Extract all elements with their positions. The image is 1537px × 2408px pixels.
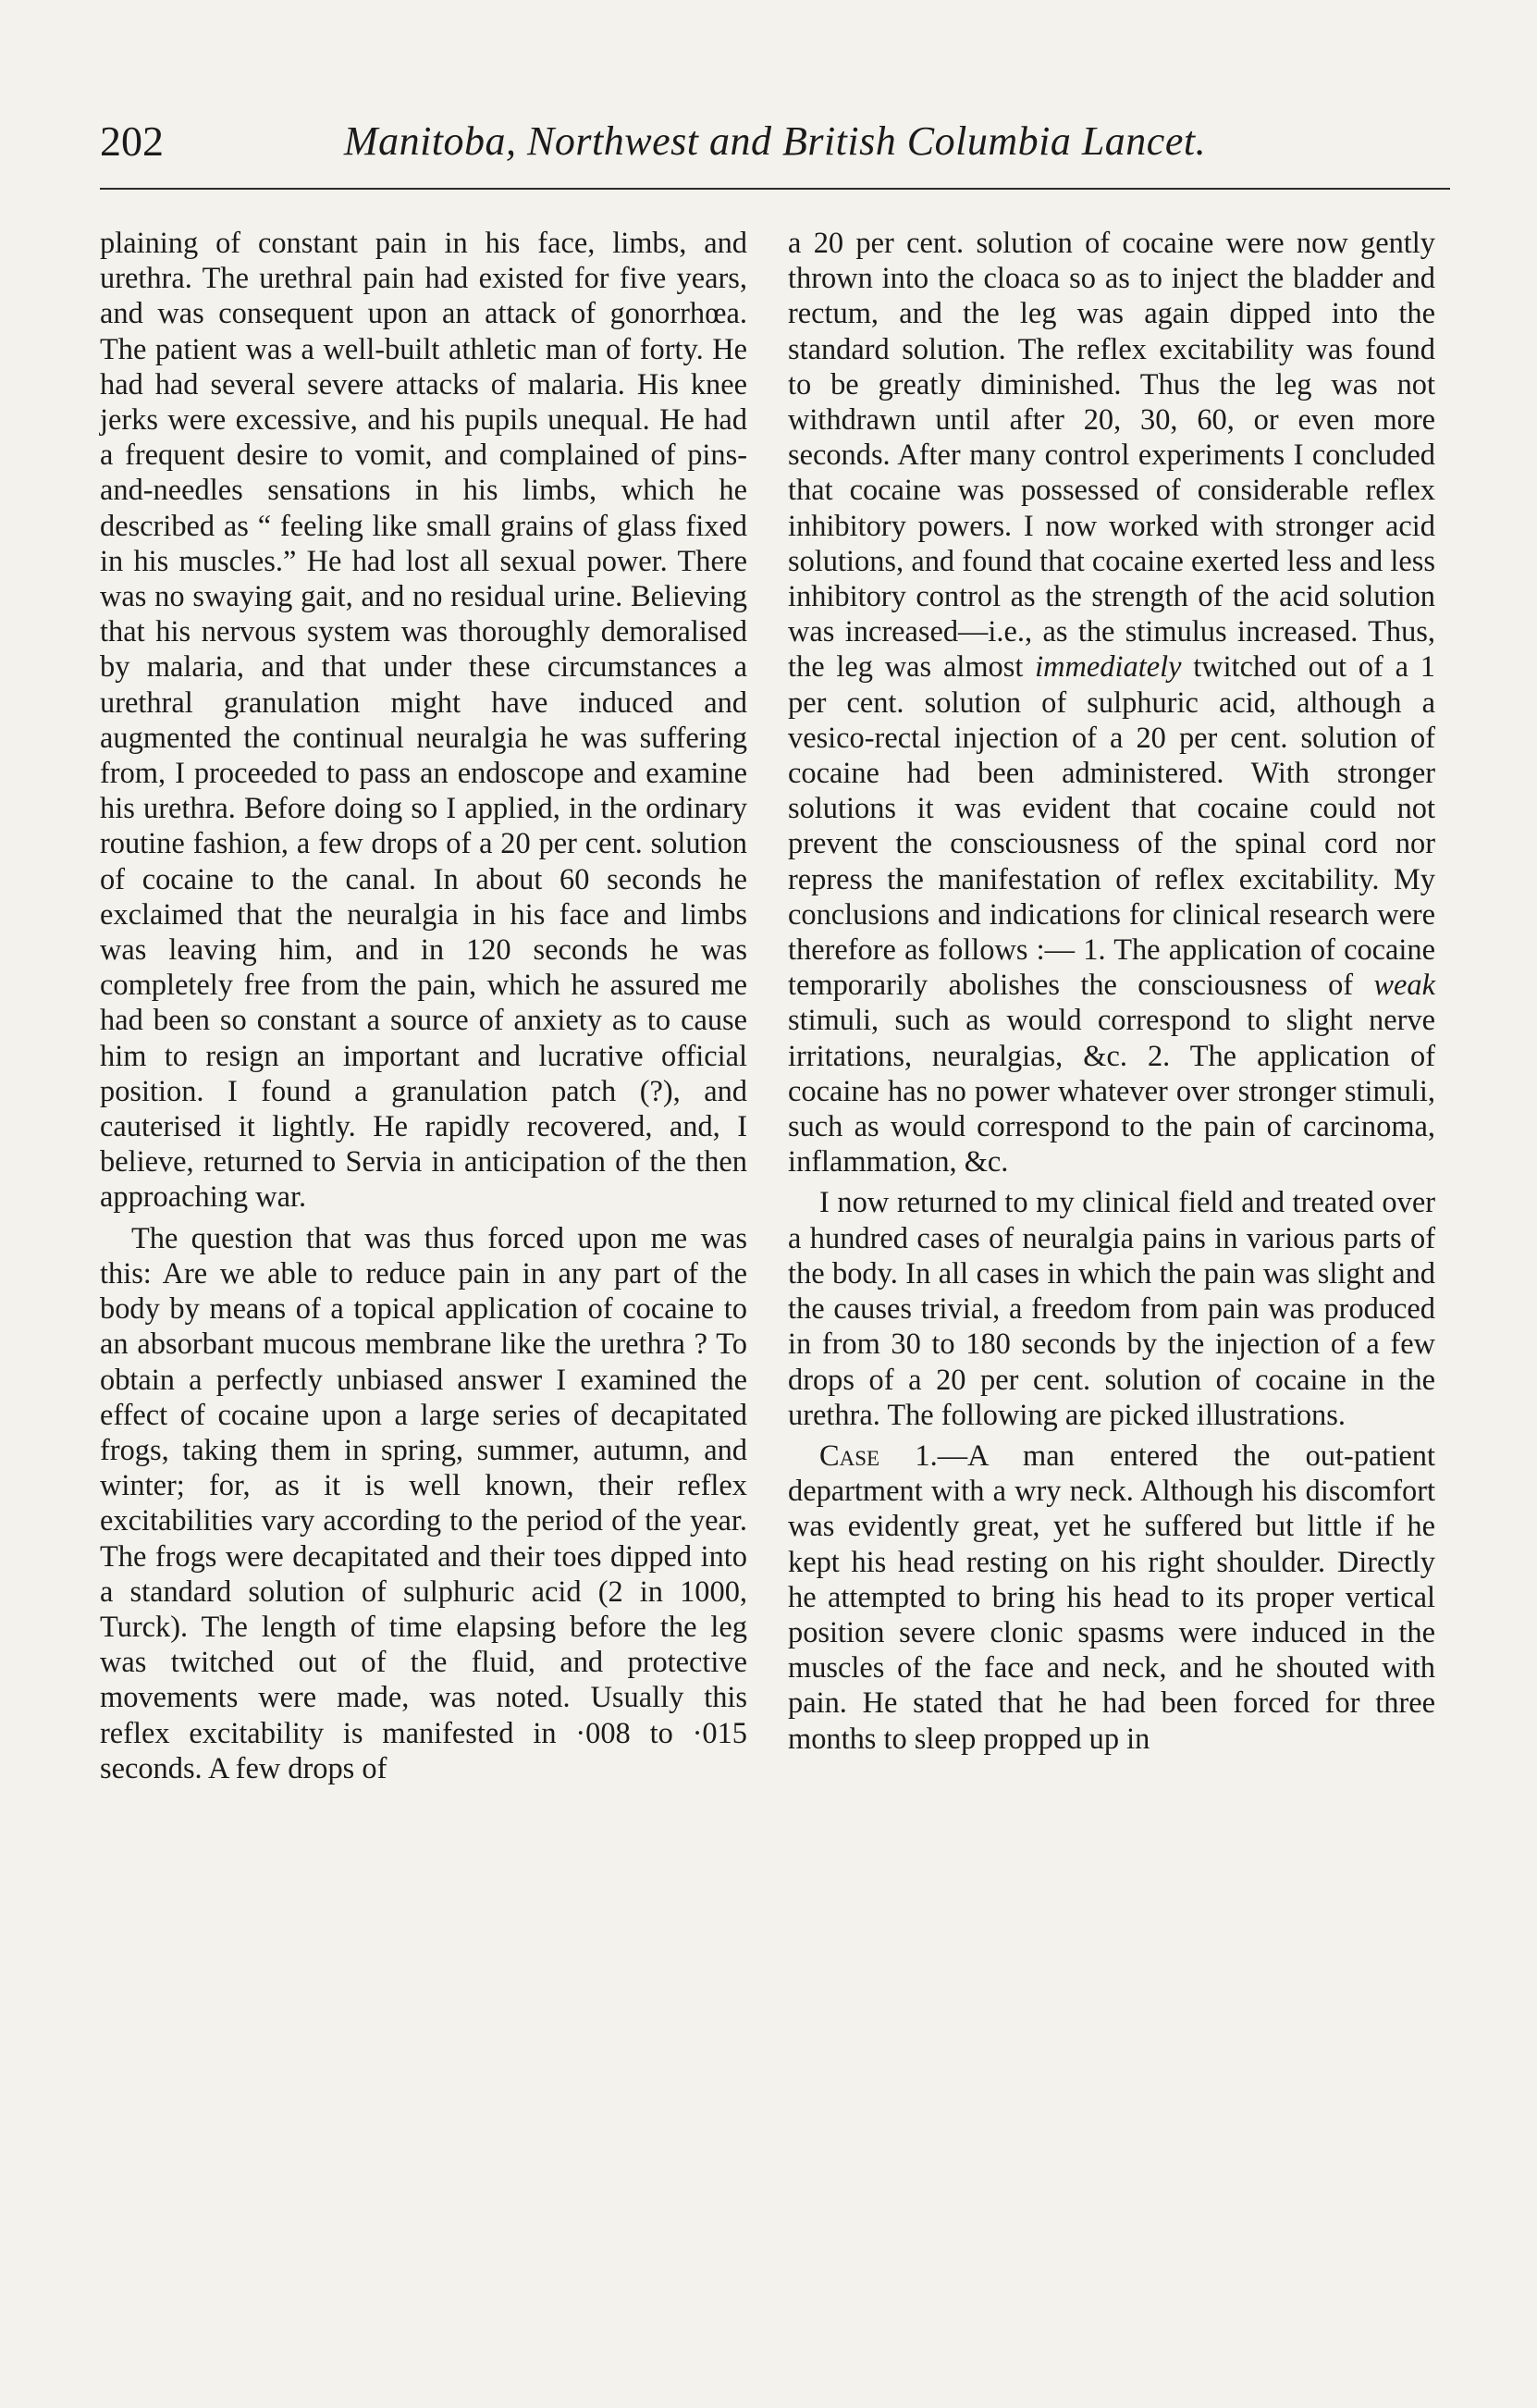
experiment-text-c: stimuli, such as would correspond to slight nerve irritations, neuralgias, &c. 2. The application of cocaine has no power whatever over stronger stimuli, such as would correspond to the pain of carcinoma, inflammation, &c. <box>788 1004 1435 1179</box>
right-column <box>788 226 1435 1757</box>
page-number: 202 <box>100 117 164 165</box>
running-head <box>100 109 1450 174</box>
emphasis-immediately: immediately <box>1035 650 1182 685</box>
paragraph-experiment <box>788 226 1435 1179</box>
paragraph-clinical-field: I now returned to my clinical field and treated over a hundred cases of neuralgia pains in various parts of the body. In all cases in which the pain was slight and the causes trivial, a freedom from pain was produced in from 30 to 180 seconds by the injection of a few drops of a 20 per cent. solution of cocaine in the urethra. The following are picked illustrations. <box>788 1186 1435 1432</box>
header-rule <box>100 188 1450 190</box>
experiment-text-a: a 20 per cent. solution of cocaine were now gently thrown into the cloaca so as to inject the bladder and rectum, and the leg was again dipped into the standard solution. The reflex excitability was found to be greatly diminished. Thus the leg was not withdrawn until after 20, 30, 60, or even more seconds. After many control experiments I concluded that cocaine was possessed of considerable reflex inhibitory powers. I now worked with stronger acid solutions, and found that cocaine exerted less and less inhibitory control as the strength of the acid solution was increased—i.e., as the stimulus increased. Thus, the leg was almost <box>788 227 1435 685</box>
paragraph-case-history: plaining of constant pain in his face, limbs, and urethra. The urethral pain had existed for five years, and was consequent upon an attack of gonorrhœa. The patient was a well-built athletic man of forty. He had had several severe attacks of malaria. His knee jerks were excessive, and his pupils unequal. He had a frequent desire to vomit, and complained of pins-and-needles sensations in his limbs, which he described as “ feeling like small grains of glass fixed in his muscles.” He had lost all sexual power. There was no swaying gait, and no residual urine. Believing that his nervous system was thoroughly demoralised by malaria, and that under these circumstances a urethral granulation might have induced and augmented the continual neuralgia he was suffering from, I proceeded to pass an endoscope and examine his urethra. Before doing so I applied, in the ordinary routine fashion, a few drops of a 20 per cent. solution of cocaine to the canal. In about 60 seconds he exclaimed that the neuralgia in his face and limbs was leaving him, and in 120 seconds he was completely free from the pain, which he assured me had been so constant a source of anxiety as to cause him to resign an important and lucrative official position. I found a granulation patch (?), and cauterised it lightly. He rapidly recovered, and, I believe, returned to Servia in anticipation of the then approaching war. <box>100 227 747 1215</box>
paragraph-case-1 <box>788 1439 1435 1757</box>
case-1-text: —A man entered the out-patient department with a wry neck. Although his discomfort was evidently great, yet he suffered but little if he kept his head resting on his right shoulder. Directly he attempted to bring his head to its proper vertical position severe clonic spasms were induced in the muscles of the face and neck, and he shouted with pain. He stated that he had been forced for three months to sleep propped up in <box>788 1439 1435 1756</box>
journal-title: Manitoba, Northwest and British Columbia Lancet. <box>343 118 1207 164</box>
paragraph-question: The question that was thus forced upon me was this: Are we able to reduce pain in any part of the body by means of a topical application of cocaine to an absorbant mucous membrane like the urethra ? To obtain a perfectly unbiased answer I examined the effect of cocaine upon a large series of decapitated frogs, taking them in spring, summer, autumn, and winter; for, as it is well known, their reflex excitabilities vary according to the period of the year. The frogs were decapitated and their toes dipped into a standard solution of sulphuric acid (2 in 1000, Turck). The length of time elapsing before the leg was twitched out of the fluid, and protective movements were made, was noted. Usually this reflex excitability is manifested in ·008 to ·015 seconds. A few drops of <box>100 1221 747 1785</box>
case-label: Case 1. <box>819 1439 938 1473</box>
experiment-text-b: twitched out of a 1 per cent. solution of sulphuric acid, although a vesico-rectal injection of a 20 per cent. solution of cocaine had been administered. With stronger solutions it was evident that cocaine could not prevent the consciousness of the spinal cord nor repress the manifestation of reflex excitability. My conclusions and indications for clinical research were therefore as follows :— 1. The application of cocaine temporarily abolishes the consciousness of <box>788 650 1435 1003</box>
left-column <box>100 226 747 1786</box>
emphasis-weak: weak <box>1373 969 1435 1003</box>
